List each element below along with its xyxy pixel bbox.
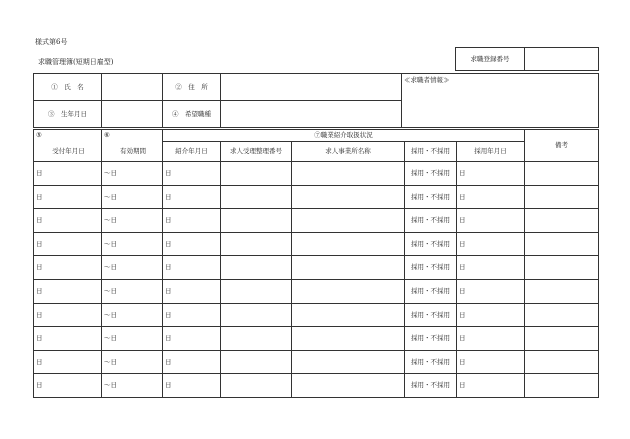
- period-cell[interactable]: ～日: [102, 232, 163, 256]
- employer-cell[interactable]: [292, 185, 405, 209]
- table-row: [34, 162, 599, 186]
- employer-cell[interactable]: [292, 209, 405, 233]
- period-cell[interactable]: ～日: [102, 327, 163, 351]
- page-title: 求職管理簿(短期日雇型): [38, 58, 114, 66]
- hired-date-cell[interactable]: 日: [457, 232, 525, 256]
- remarks-cell[interactable]: [525, 327, 599, 351]
- period-cell[interactable]: ～日: [102, 185, 163, 209]
- col-employer-header: 求人事業所名称: [292, 142, 405, 162]
- remarks-cell[interactable]: [525, 279, 599, 303]
- hired-date-cell[interactable]: 日: [457, 256, 525, 280]
- col-period-header: [102, 130, 163, 162]
- accepted-date-cell[interactable]: 日: [34, 209, 102, 233]
- placement-status-header: ⑦職業紹介取扱状況: [163, 130, 525, 142]
- period-cell[interactable]: ～日: [102, 279, 163, 303]
- result-cell[interactable]: 採用・不採用: [405, 303, 457, 327]
- col-period-number: ⑥: [104, 131, 110, 139]
- employer-cell[interactable]: [292, 162, 405, 186]
- table-row: [34, 350, 599, 374]
- placement-table: [33, 129, 599, 398]
- employer-cell[interactable]: [292, 303, 405, 327]
- result-cell[interactable]: 採用・不採用: [405, 162, 457, 186]
- accepted-date-cell[interactable]: 日: [34, 327, 102, 351]
- result-cell[interactable]: 採用・不採用: [405, 209, 457, 233]
- period-cell[interactable]: ～日: [102, 374, 163, 398]
- col-job-number-header: 求人受理整理番号: [221, 142, 292, 162]
- seeker-info-box: [33, 73, 599, 128]
- address-field[interactable]: [221, 74, 402, 101]
- accepted-date-cell[interactable]: 日: [34, 350, 102, 374]
- job-number-cell[interactable]: [221, 279, 292, 303]
- registration-number-label: 求職登録番号: [456, 48, 525, 71]
- accepted-date-cell[interactable]: 日: [34, 256, 102, 280]
- table-row: [34, 327, 599, 351]
- name-field[interactable]: [102, 74, 163, 101]
- accepted-date-cell[interactable]: 日: [34, 232, 102, 256]
- col-accepted-label: 受付年月日: [52, 146, 85, 155]
- employer-cell[interactable]: [292, 327, 405, 351]
- col-referral-date-header: 紹介年月日: [163, 142, 221, 162]
- referral-date-cell[interactable]: 日: [163, 327, 221, 351]
- col-remarks-header: 備考: [525, 130, 599, 162]
- table-row: [34, 374, 599, 398]
- accepted-date-cell[interactable]: 日: [34, 162, 102, 186]
- address-label: ② 住 所: [163, 74, 221, 101]
- hired-date-cell[interactable]: 日: [457, 350, 525, 374]
- table-row: [34, 303, 599, 327]
- registration-number-field[interactable]: [525, 48, 599, 71]
- employer-cell[interactable]: [292, 256, 405, 280]
- form-number: 様式第6号: [35, 38, 68, 46]
- referral-date-cell[interactable]: 日: [163, 374, 221, 398]
- birthdate-label: ③ 生年月日: [34, 101, 102, 128]
- col-accepted-header: [34, 130, 102, 162]
- seeker-info-label: ≪求職者情報≫: [404, 76, 450, 84]
- result-cell[interactable]: 採用・不採用: [405, 374, 457, 398]
- name-label: ① 氏 名: [34, 74, 102, 101]
- col-hired-date-header: 採用年月日: [457, 142, 525, 162]
- remarks-cell[interactable]: [525, 185, 599, 209]
- referral-date-cell[interactable]: 日: [163, 303, 221, 327]
- job-number-cell[interactable]: [221, 350, 292, 374]
- job-number-cell[interactable]: [221, 209, 292, 233]
- employer-cell[interactable]: [292, 279, 405, 303]
- job-number-cell[interactable]: [221, 374, 292, 398]
- accepted-date-cell[interactable]: 日: [34, 279, 102, 303]
- col-result-header: 採用・不採用: [405, 142, 457, 162]
- period-cell[interactable]: ～日: [102, 303, 163, 327]
- referral-date-cell[interactable]: 日: [163, 256, 221, 280]
- referral-date-cell[interactable]: 日: [163, 232, 221, 256]
- hired-date-cell[interactable]: 日: [457, 374, 525, 398]
- result-cell[interactable]: 採用・不採用: [405, 350, 457, 374]
- period-cell[interactable]: ～日: [102, 350, 163, 374]
- result-cell[interactable]: 採用・不採用: [405, 185, 457, 209]
- accepted-date-cell[interactable]: 日: [34, 374, 102, 398]
- seeker-info-field[interactable]: [402, 74, 599, 128]
- referral-date-cell[interactable]: 日: [163, 162, 221, 186]
- employer-cell[interactable]: [292, 232, 405, 256]
- table-row: [34, 256, 599, 280]
- period-cell[interactable]: ～日: [102, 209, 163, 233]
- table-row: [34, 232, 599, 256]
- table-row: [34, 185, 599, 209]
- remarks-cell[interactable]: [525, 256, 599, 280]
- employer-cell[interactable]: [292, 374, 405, 398]
- remarks-cell[interactable]: [525, 209, 599, 233]
- col-accepted-number: ⑤: [36, 131, 42, 139]
- col-period-label: 有効期間: [120, 146, 146, 155]
- hired-date-cell[interactable]: 日: [457, 303, 525, 327]
- result-cell[interactable]: 採用・不採用: [405, 232, 457, 256]
- period-cell[interactable]: ～日: [102, 256, 163, 280]
- job-number-cell[interactable]: [221, 303, 292, 327]
- remarks-cell[interactable]: [525, 232, 599, 256]
- registration-number-box: [455, 47, 599, 71]
- table-row: [34, 209, 599, 233]
- accepted-date-cell[interactable]: 日: [34, 185, 102, 209]
- job-number-cell[interactable]: [221, 256, 292, 280]
- result-cell[interactable]: 採用・不採用: [405, 279, 457, 303]
- hired-date-cell[interactable]: 日: [457, 162, 525, 186]
- referral-date-cell[interactable]: 日: [163, 350, 221, 374]
- result-cell[interactable]: 採用・不採用: [405, 327, 457, 351]
- hired-date-cell[interactable]: 日: [457, 185, 525, 209]
- remarks-cell[interactable]: [525, 350, 599, 374]
- job-number-cell[interactable]: [221, 232, 292, 256]
- remarks-cell[interactable]: [525, 303, 599, 327]
- remarks-cell[interactable]: [525, 162, 599, 186]
- birthdate-field[interactable]: [102, 101, 163, 128]
- hired-date-cell[interactable]: 日: [457, 327, 525, 351]
- remarks-cell[interactable]: [525, 374, 599, 398]
- hired-date-cell[interactable]: 日: [457, 209, 525, 233]
- referral-date-cell[interactable]: 日: [163, 185, 221, 209]
- referral-date-cell[interactable]: 日: [163, 279, 221, 303]
- accepted-date-cell[interactable]: 日: [34, 303, 102, 327]
- referral-date-cell[interactable]: 日: [163, 209, 221, 233]
- desired-job-field[interactable]: [221, 101, 402, 128]
- period-cell[interactable]: ～日: [102, 162, 163, 186]
- table-row: [34, 279, 599, 303]
- hired-date-cell[interactable]: 日: [457, 279, 525, 303]
- employer-cell[interactable]: [292, 350, 405, 374]
- result-cell[interactable]: 採用・不採用: [405, 256, 457, 280]
- desired-job-label: ④ 希望職種: [163, 101, 221, 128]
- job-number-cell[interactable]: [221, 185, 292, 209]
- job-number-cell[interactable]: [221, 327, 292, 351]
- job-number-cell[interactable]: [221, 162, 292, 186]
